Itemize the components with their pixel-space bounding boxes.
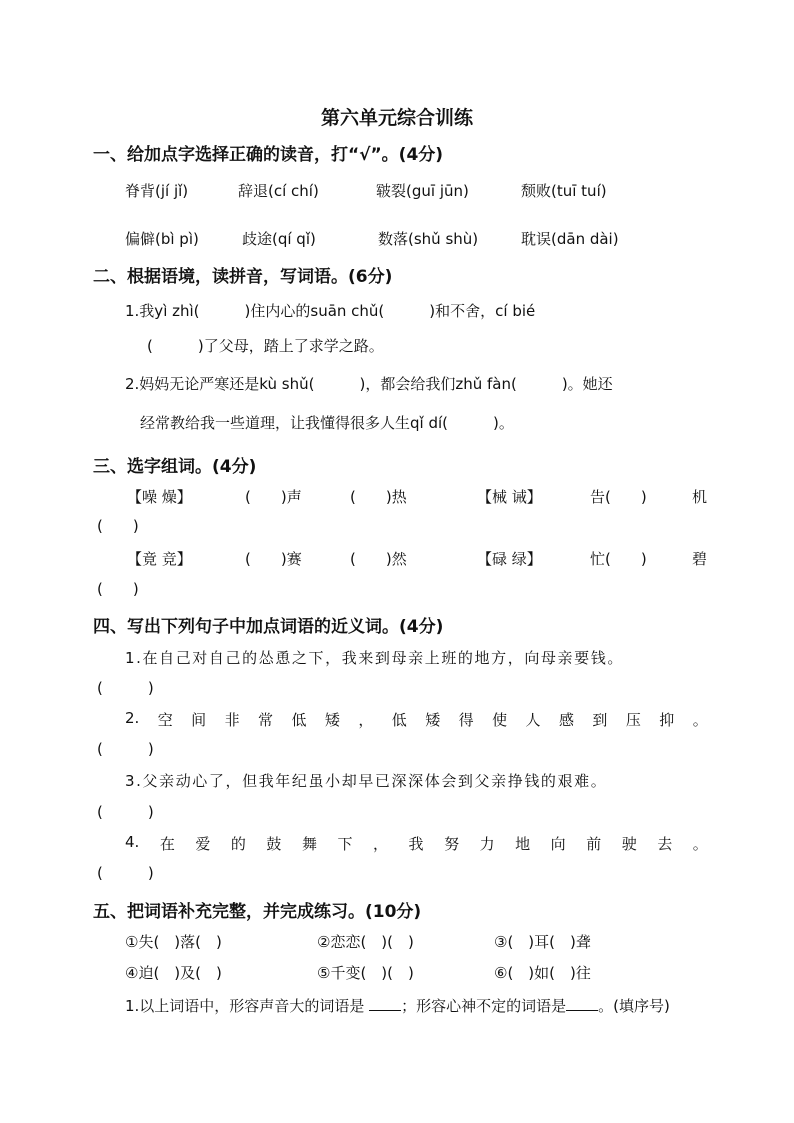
s1-item: 偏僻(bì pì) (125, 230, 199, 248)
s5-item: ①失( )落( ) (125, 933, 222, 951)
s1-item: 皲裂(guī jūn) (376, 182, 469, 200)
section-5-heading: 五、把词语补充完整，并完成练习。(10分) (93, 902, 422, 922)
s3-cell: 忙( ) (590, 550, 647, 568)
page-title: 第六单元综合训练 (320, 107, 473, 129)
s2-line: ( )了父母，踏上了求学之路。 (147, 337, 384, 355)
answer-blank[interactable] (369, 995, 401, 1011)
s4-item-4: 4. 在 爱 的 鼓 舞 下 ， 我 努 力 地 向 前 驶 去 。 (125, 833, 708, 853)
s1-item: 颓败(tuī tuí) (521, 182, 607, 200)
s3-cell: ( )赛 (245, 550, 302, 568)
s1-item: 耽误(dān dài) (521, 230, 619, 248)
s3-cell: 【碌 绿】 (477, 550, 542, 568)
s5-item: ④迫( )及( ) (125, 964, 222, 982)
section-4-heading: 四、写出下列句子中加点词语的近义词。(4分) (93, 617, 444, 637)
answer-blank[interactable] (566, 995, 598, 1011)
s1-item: 歧途(qí qǐ) (242, 230, 316, 248)
s4-blank: ( ) (97, 740, 154, 758)
section-1-heading: 一、给加点字选择正确的读音，打“√”。(4分) (93, 145, 444, 165)
section-2-heading: 二、根据语境，读拼音，写词语。(6分) (93, 267, 393, 287)
s1-item: 数落(shǔ shù) (378, 230, 479, 248)
section-3-heading: 三、选字组词。(4分) (93, 457, 257, 477)
s5-item: ②恋恋( )( ) (317, 933, 414, 951)
s5-item: ⑥( )如( )往 (494, 964, 591, 982)
s4-blank: ( ) (97, 679, 154, 697)
s3-cell: ( )声 (245, 488, 302, 506)
s2-line: 经常教给我一些道理，让我懂得很多人生qǐ dí( )。 (140, 414, 514, 432)
s1-item: 辞退(cí chí) (238, 182, 319, 200)
s3-cell: ( ) (97, 580, 139, 598)
s3-cell: 碧 (692, 550, 708, 568)
s3-cell: 【竟 竞】 (127, 550, 192, 568)
s5-question-1: 1.以上词语中，形容声音大的词语是 ；形容心神不定的词语是 。(填序号) (125, 997, 670, 1015)
s3-cell: 【械 诫】 (477, 488, 542, 506)
s4-blank: ( ) (97, 803, 154, 821)
s3-cell: ( ) (97, 517, 139, 535)
s3-cell: ( )然 (350, 550, 407, 568)
s2-line: 1.我yì zhì( )住内心的suān chǔ( )和不舍，cí bié (125, 302, 536, 320)
s4-item-2: 2. 空 间 非 常 低 矮 ， 低 矮 得 使 人 感 到 压 抑 。 (125, 709, 708, 729)
s1-item: 脊背(jí jǐ) (125, 182, 189, 200)
s3-cell: 告( ) (590, 488, 647, 506)
s4-item-1: 1.在自己对自己的怂恿之下，我来到母亲上班的地方，向母亲要钱。 (125, 649, 624, 667)
s5-item: ⑤千变( )( ) (317, 964, 414, 982)
s5-item: ③( )耳( )聋 (494, 933, 591, 951)
s3-cell: 机 (692, 488, 708, 506)
s4-item-3: 3.父亲动心了，但我年纪虽小却早已深深体会到父亲挣钱的艰难。 (125, 772, 608, 790)
s4-blank: ( ) (97, 864, 154, 882)
s3-cell: ( )热 (350, 488, 407, 506)
s3-cell: 【噪 燥】 (127, 488, 192, 506)
s2-line: 2.妈妈无论严寒还是kù shǔ( )，都会给我们zhǔ fàn( )。她还 (125, 375, 613, 393)
